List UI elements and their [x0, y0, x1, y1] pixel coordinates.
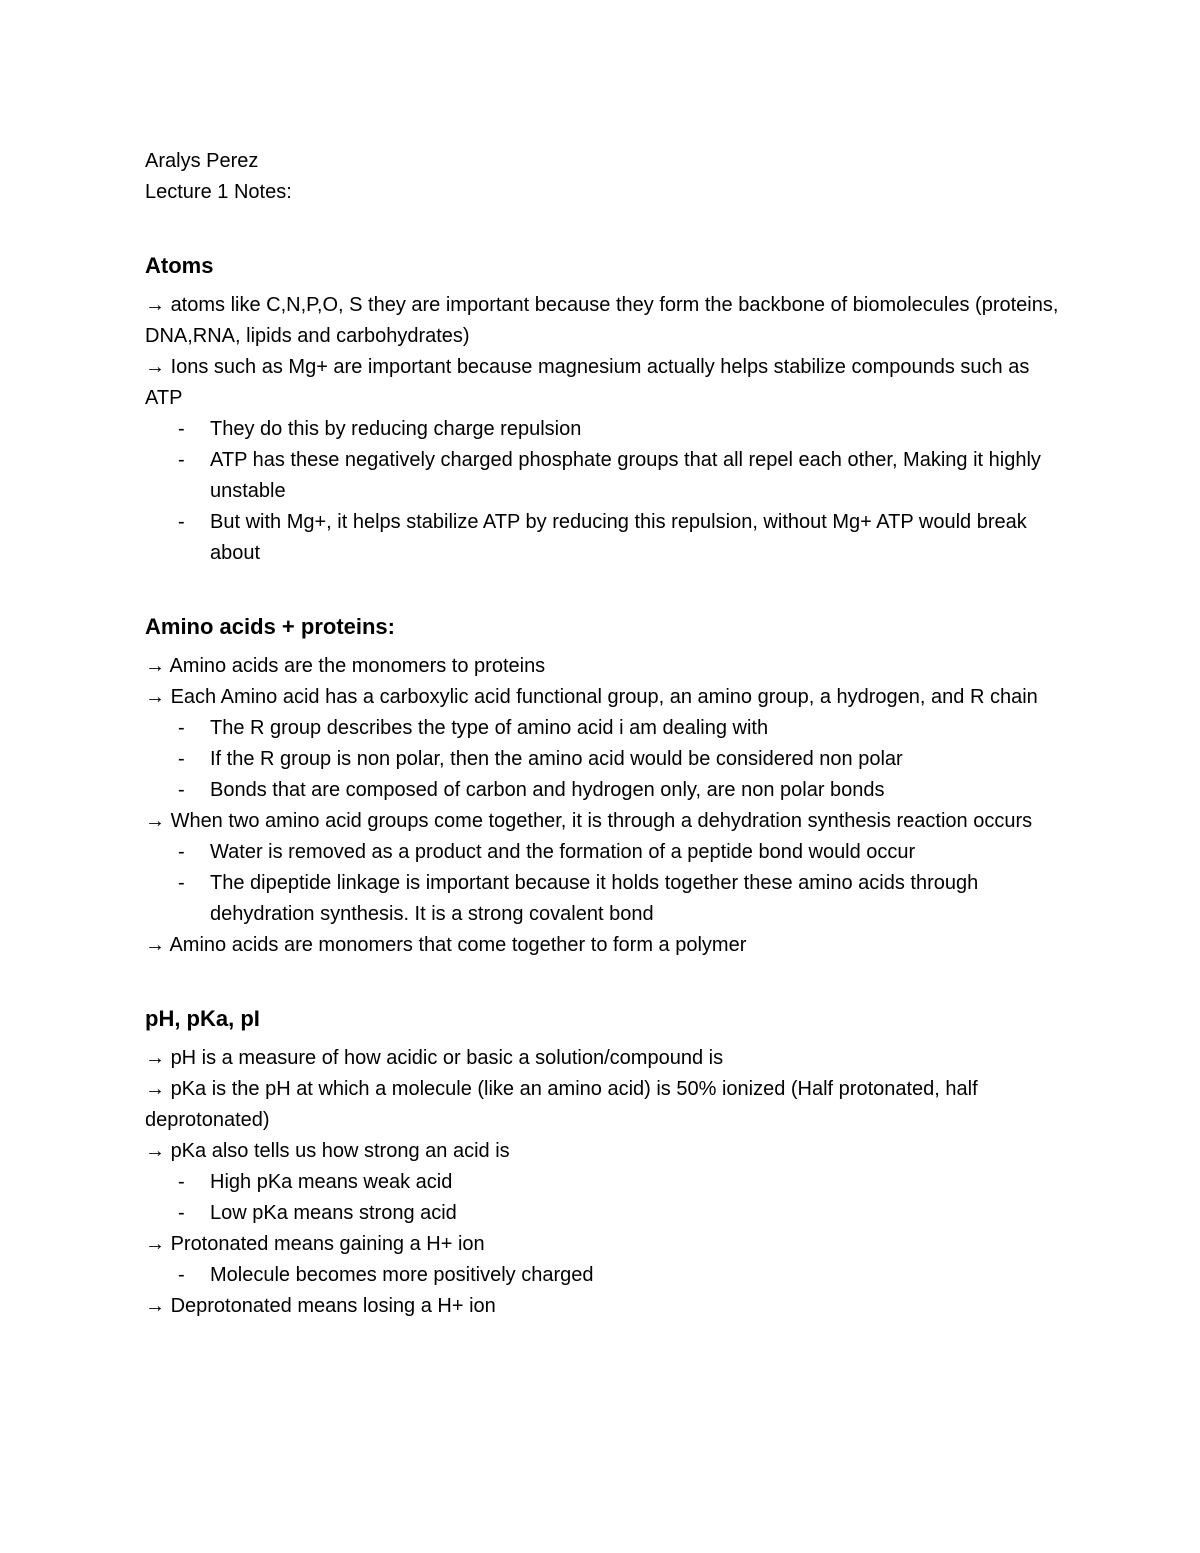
note-arrow-item [145, 352, 1062, 414]
note-arrow-item [145, 930, 1062, 961]
note-dash-item [145, 1198, 1062, 1229]
dash-bullet-icon: - [178, 779, 185, 801]
arrow-bullet-icon: → [145, 356, 171, 378]
note-arrow-item [145, 806, 1062, 837]
note-dash-item [145, 414, 1062, 445]
note-text: They do this by reducing charge repulsion [210, 418, 582, 440]
arrow-bullet-icon: → [145, 655, 170, 677]
note-arrow-item [145, 1043, 1062, 1074]
note-text: The dipeptide linkage is important because it holds together these amino acids through dehydration synthesis. It is a strong covalent bond [210, 872, 979, 925]
note-text: But with Mg+, it helps stabilize ATP by reducing this repulsion, without Mg+ ATP would break about [210, 511, 1027, 564]
note-dash-item [145, 1260, 1062, 1291]
dash-bullet-icon: - [178, 511, 185, 533]
document-title: Lecture 1 Notes: [145, 181, 292, 203]
note-dash-item [145, 744, 1062, 775]
note-text: pKa also tells us how strong an acid is [170, 1140, 510, 1162]
notes-section [145, 250, 1062, 569]
notes-section [145, 1003, 1062, 1322]
note-dash-item [145, 507, 1062, 569]
dash-bullet-icon: - [178, 449, 185, 471]
note-text: When two amino acid groups come together, it is through a dehydration synthesis reaction occurs [170, 810, 1033, 832]
note-dash-item [145, 868, 1062, 930]
dash-bullet-icon: - [178, 748, 185, 770]
section-heading: pH, pKa, pI [145, 1006, 260, 1031]
note-arrow-item [145, 290, 1062, 352]
note-text: atoms like C,N,P,O, S they are important because they form the backbone of biomolecules (proteins, DNA,RNA, lipids and carbohydrates) [145, 294, 1059, 347]
notes-section [145, 611, 1062, 961]
note-dash-item [145, 445, 1062, 507]
dash-bullet-icon: - [178, 1202, 185, 1224]
arrow-bullet-icon: → [145, 934, 170, 956]
note-text: Water is removed as a product and the formation of a peptide bond would occur [210, 841, 916, 863]
note-text: pKa is the pH at which a molecule (like an amino acid) is 50% ionized (Half protonated, half deprotonated) [145, 1078, 978, 1131]
section-heading: Atoms [145, 253, 214, 278]
note-text: The R group describes the type of amino acid i am dealing with [210, 717, 769, 739]
arrow-bullet-icon: → [145, 1140, 171, 1162]
note-arrow-item [145, 682, 1062, 713]
dash-bullet-icon: - [178, 717, 185, 739]
note-dash-item [145, 713, 1062, 744]
arrow-bullet-icon: → [145, 1047, 171, 1069]
note-arrow-item [145, 651, 1062, 682]
note-arrow-item [145, 1074, 1062, 1136]
note-dash-item [145, 1167, 1062, 1198]
note-text: If the R group is non polar, then the amino acid would be considered non polar [210, 748, 903, 770]
dash-bullet-icon: - [178, 1171, 185, 1193]
note-text: pH is a measure of how acidic or basic a solution/compound is [170, 1047, 724, 1069]
note-text: Protonated means gaining a H+ ion [170, 1233, 485, 1255]
arrow-bullet-icon: → [145, 1295, 171, 1317]
note-text: ATP has these negatively charged phosphate groups that all repel each other, Making it highly unstable [210, 449, 1041, 502]
arrow-bullet-icon: → [145, 1078, 171, 1100]
note-text: Ions such as Mg+ are important because magnesium actually helps stabilize compounds such as ATP [145, 356, 1030, 409]
note-text: Each Amino acid has a carboxylic acid functional group, an amino group, a hydrogen, and R chain [170, 686, 1038, 708]
arrow-bullet-icon: → [145, 686, 171, 708]
note-dash-item [145, 837, 1062, 868]
author-name: Aralys Perez [145, 150, 259, 172]
note-text: Deprotonated means losing a H+ ion [170, 1295, 496, 1317]
note-arrow-item [145, 1229, 1062, 1260]
dash-bullet-icon: - [178, 1264, 185, 1286]
note-arrow-item [145, 1291, 1062, 1322]
arrow-bullet-icon: → [145, 294, 171, 316]
dash-bullet-icon: - [178, 418, 185, 440]
sections [145, 250, 1062, 1322]
note-dash-item [145, 775, 1062, 806]
note-text: Low pKa means strong acid [210, 1202, 457, 1224]
note-text: Amino acids are the monomers to proteins [169, 655, 546, 677]
note-arrow-item [145, 1136, 1062, 1167]
arrow-bullet-icon: → [145, 810, 171, 832]
note-text: Bonds that are composed of carbon and hydrogen only, are non polar bonds [210, 779, 885, 801]
note-text: Amino acids are monomers that come together to form a polymer [169, 934, 747, 956]
note-text: Molecule becomes more positively charged [210, 1264, 594, 1286]
dash-bullet-icon: - [178, 841, 185, 863]
section-heading: Amino acids + proteins: [145, 614, 395, 639]
note-text: High pKa means weak acid [210, 1171, 453, 1193]
dash-bullet-icon: - [178, 872, 185, 894]
arrow-bullet-icon: → [145, 1233, 171, 1255]
